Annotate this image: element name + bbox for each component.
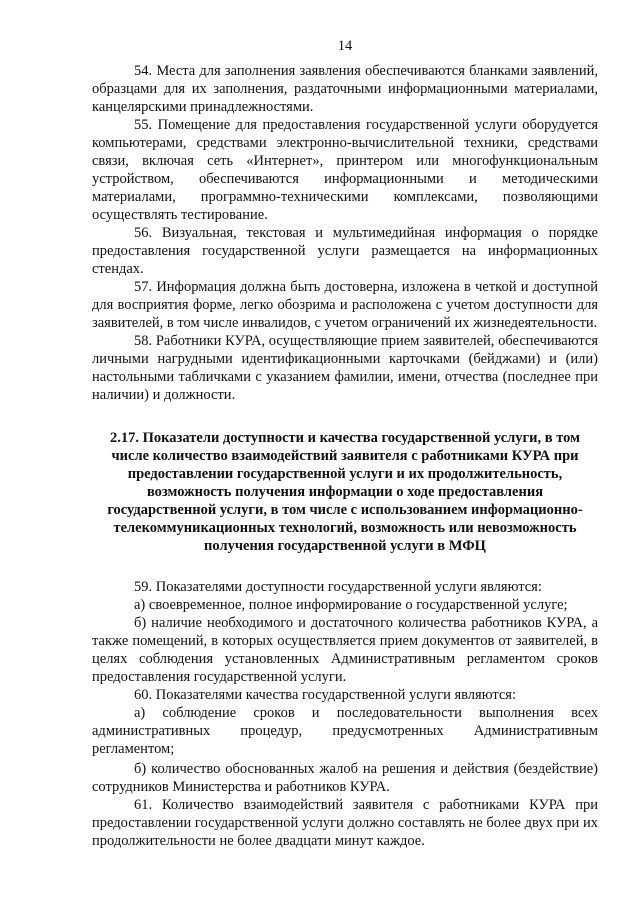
paragraph-58: 58. Работники КУРА, осуществляющие прием заявителей, обеспечиваются личными нагрудными идентификационными карточками (бейджами) и (или) настольными табличками с указанием фамилии, имени, отчества (последнее при наличии) и должности. — [92, 333, 598, 403]
page-number: 14 — [337, 38, 353, 54]
paragraph-59: 59. Показателями доступности государственной услуги являются: — [134, 579, 542, 595]
paragraph-54: 54. Места для заполнения заявления обеспечиваются бланками заявлений, образцами для их заполнения, раздаточными информационными материалами, канцелярскими принадлежностями. — [92, 63, 598, 115]
paragraph-57: 57. Информация должна быть достоверна, изложена в четкой и доступной для восприятия форме, легко обозрима и расположена с учетом доступности для заявителей, в том числе инвалидов, с учетом ограничений их жизнедеятельности. — [92, 279, 598, 331]
paragraph-61: 61. Количество взаимодействий заявителя с работниками КУРА при предоставлении государственной услуги должно составлять не более двух при их продолжительности не более двадцати минут каждое. — [92, 797, 598, 849]
paragraph-60-b: б) количество обоснованных жалоб на решения и действия (бездействие) сотрудников Министерства и работников КУРА. — [92, 761, 598, 795]
paragraph-56: 56. Визуальная, текстовая и мультимедийная информация о порядке предоставления государственной услуги размещается на информационных стендах. — [92, 225, 598, 277]
paragraph-60: 60. Показателями качества государственной услуги являются: — [134, 687, 517, 703]
paragraph-59-a: а) своевременное, полное информирование о государственной услуге; — [134, 597, 568, 613]
paragraph-59-b: б) наличие необходимого и достаточного количества работников КУРА, а также помещений, в которых осуществляется прием документов от заявителей, в целях соблюдения установленных Административным регламентом сроков предоставления государственной услуги. — [92, 615, 598, 685]
paragraph-60-a: а) соблюдение сроков и последовательности выполнения всех административных процедур, предусмотренных Административным регламентом; — [92, 705, 598, 757]
paragraph-55: 55. Помещение для предоставления государственной услуги оборудуется компьютерами, средствами электронно-вычислительной техники, средствами связи, включая сеть «Интернет», принтером или многофункциональным устройством, обеспечиваются информационными и методическими материалами, программно-техническими комплексами, позволяющими осуществлять тестирование. — [92, 117, 598, 223]
section-heading: 2.17. Показатели доступности и качества государственной услуги, в том числе количество взаимодействий заявителя с работниками КУРА при предоставлении государственной услуги и их продолжительность, возможность получения информации о ходе предоставления государственной услуги, в том числе с использованием информационно-телекоммуникационных технологий, возможность или невозможность получения государственной услуги в МФЦ — [107, 430, 583, 554]
